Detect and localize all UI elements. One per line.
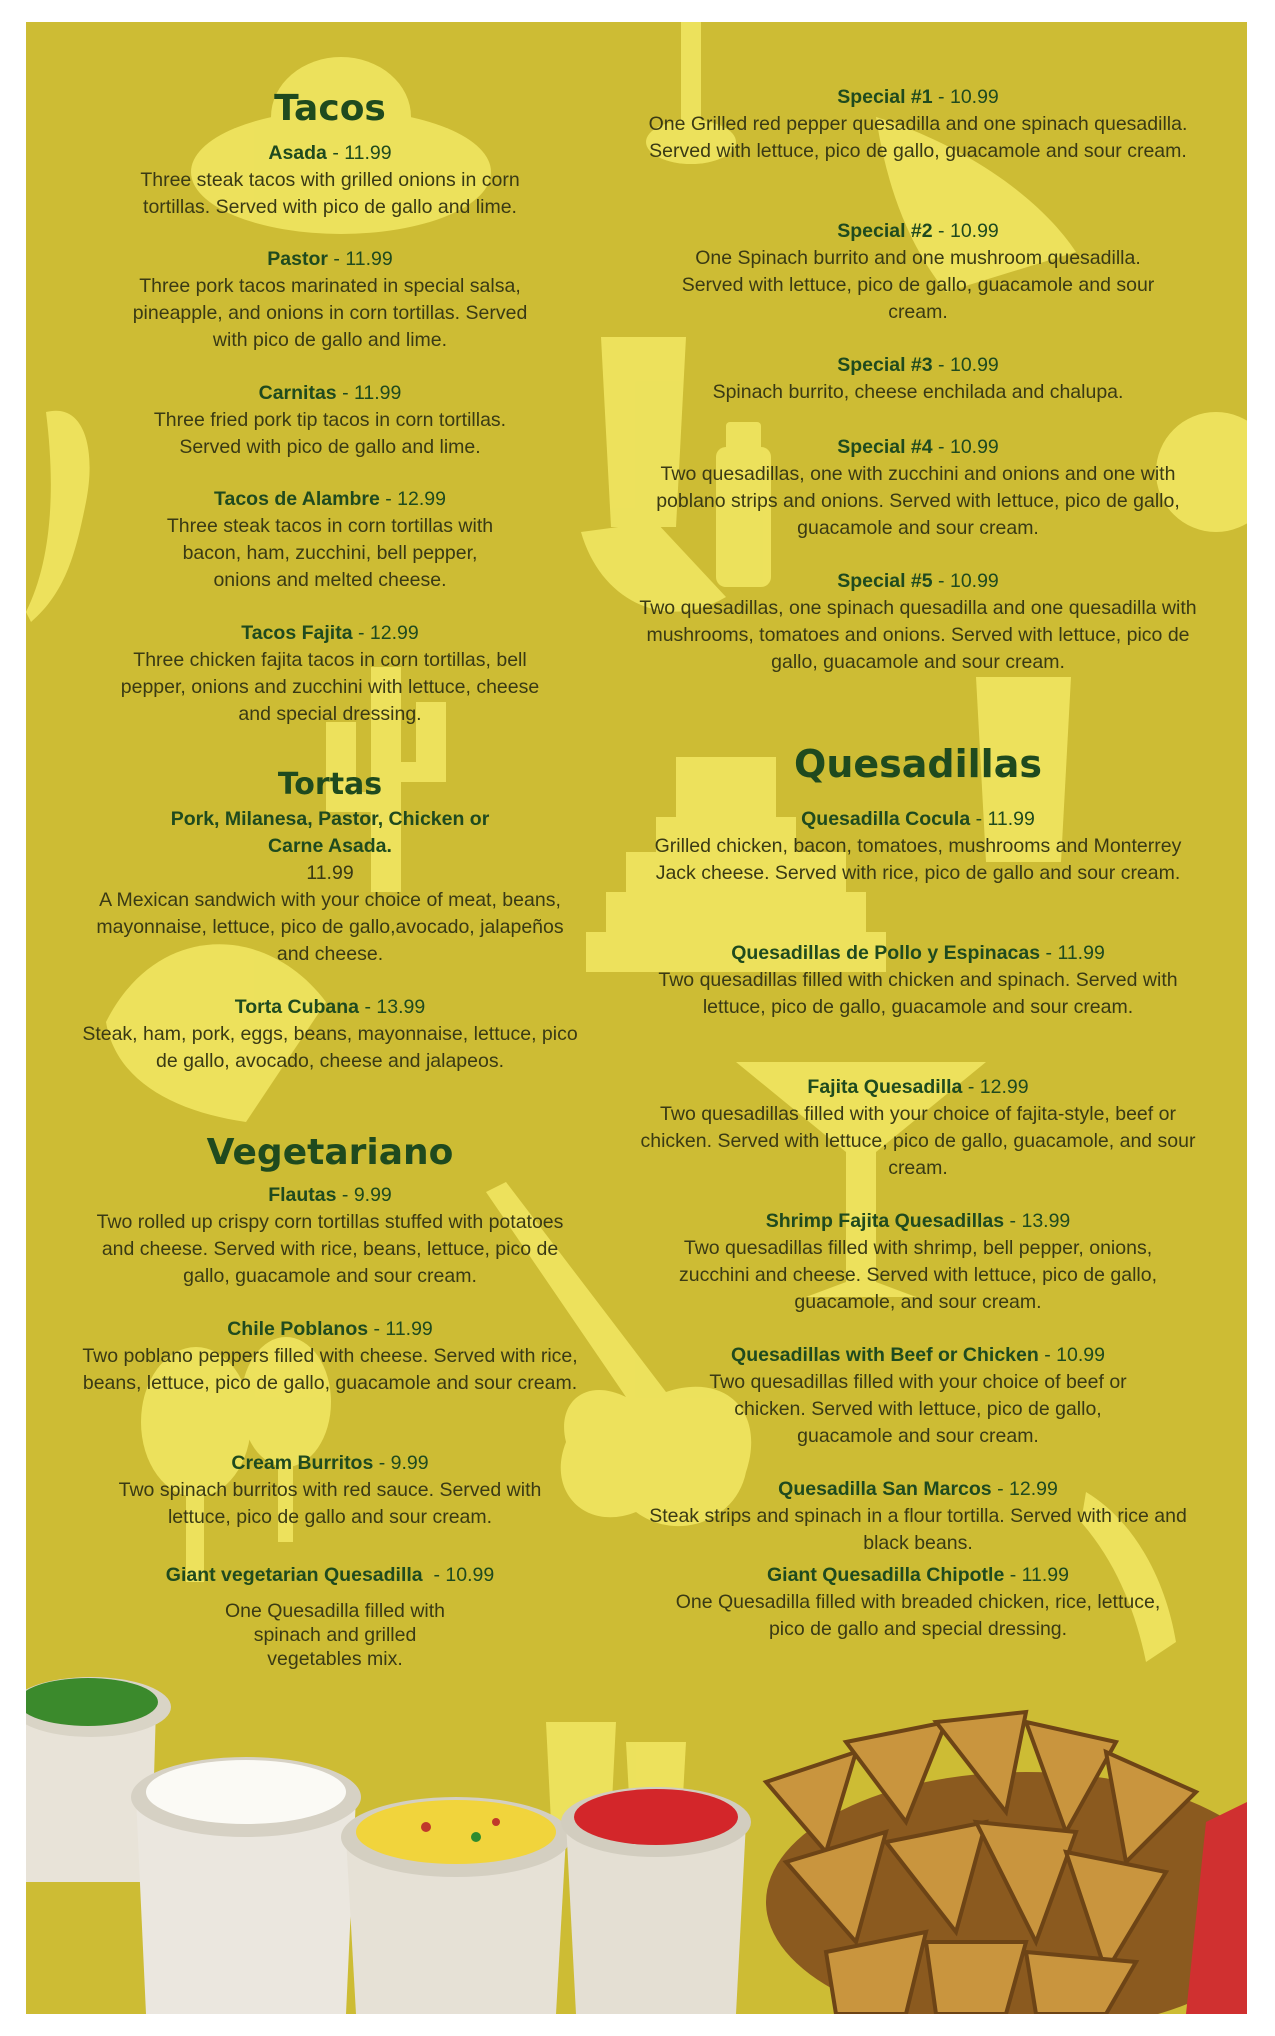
vegetariano-heading: Vegetariano [206,1132,454,1173]
menu-page [26,22,1247,2014]
salsa-bowl-icon [561,1787,751,2014]
tortas-block [80,806,580,968]
salsa-bowls-illustration [26,1677,751,2014]
menu-item-tacos-de-alambre: Tacos de Alambre - 12.99 Three steak tacos in corn tortillas with bacon, ham, zucchini, bell pepper, onions and melted cheese. [166,488,494,591]
menu-item-carnitas: Carnitas - 11.99 Three fried pork tip tacos in corn tortillas. Served with pico de gallo and lime. [153,382,507,458]
menu-item-quesadilla-cocula: Quesadilla Cocula - 11.99 Grilled chicken, bacon, tomatoes, mushrooms and Monterrey Jack cheese. Served with rice, pico de gallo and sour cream. [654,808,1182,884]
menu-item-special-5: Special #5 - 10.99 Two quesadillas, one spinach quesadilla and one quesadilla with mushrooms, tomatoes and onions. Served with lettuce, pico de gallo, guacamole and sour cream. [639,570,1197,673]
tortas-subtitle: Pork, Milanesa, Pastor, Chicken or Carne Asada. [170,808,490,857]
menu-item-flautas: Flautas - 9.99 Two rolled up crispy corn tortillas stuffed with potatoes and cheese. Served with rice, beans, lettuce, pico de gallo, guacamole and sour cream. [96,1184,564,1287]
item-price: 11.99 [344,142,392,164]
tacos-heading: Tacos [274,88,386,129]
menu-item-special-3: Special #3 - 10.99 Spinach burrito, cheese enchilada and chalupa. [712,354,1124,403]
menu-item-chile-poblanos: Chile Poblanos - 11.99 Two poblano peppers filled with cheese. Served with rice, beans, lettuce, pico de gallo, guacamole and sour cream. [82,1318,578,1394]
menu-item-special-4: Special #4 - 10.99 Two quesadillas, one with zucchini and onions and one with poblano strips and onions. Served with lettuce, pico de gallo, guacamole and sour cream. [656,436,1180,539]
queso-bowl-icon [341,1797,571,2014]
tortilla-chips-illustration [766,1712,1247,2014]
menu-item-fajita-quesadilla: Fajita Quesadilla - 12.99 Two quesadillas filled with your choice of fajita-style, beef or chicken. Served with lettuce, pico de gallo, guacamole, and sour cream. [640,1076,1196,1179]
item-description: Three steak tacos with grilled onions in corn tortillas. Served with pico de gallo and lime. [140,169,520,218]
sour-cream-bowl-icon [131,1757,361,2014]
menu-item-special-2: Special #2 - 10.99 One Spinach burrito and one mushroom quesadilla. Served with lettuce, pico de gallo, guacamole and sour cream. [681,220,1155,323]
menu-item-special-1: Special #1 - 10.99 One Grilled red pepper quesadilla and one spinach quesadilla. Served with lettuce, pico de gallo, guacamole and sour cream. [648,86,1188,162]
menu-item-shrimp-fajita-quesadillas: Shrimp Fajita Quesadillas - 13.99 Two quesadillas filled with shrimp, bell pepper, onions, zucchini and cheese. Served with lettuce, pico de gallo, guacamole, and sour cream. [678,1210,1158,1313]
menu-item-giant-vegetarian-quesadilla: Giant vegetarian Quesadilla - 10.99 One Quesadilla filled with spinach and grilled vegetables mix. [165,1564,495,1670]
item-name: Asada [268,142,327,164]
tortas-heading: Tortas [277,767,383,802]
menu-item-giant-quesadilla-chipotle: Giant Quesadilla Chipotle - 11.99 One Quesadilla filled with breaded chicken, rice, lettuce, pico de gallo and special dressing. [675,1564,1161,1640]
menu-item-quesadilla-san-marcos: Quesadilla San Marcos - 12.99 Steak strips and spinach in a flour tortilla. Served with rice and black beans. [649,1478,1187,1554]
menu-item-asada: Asada - 11.99 Three steak tacos with grilled onions in corn tortillas. Served with pico de gallo and lime. [80,140,580,221]
tortas-description: A Mexican sandwich with your choice of meat, beans, mayonnaise, lettuce, pico de gallo,avocado, jalapeños and cheese. [96,889,564,965]
menu-item-quesadillas-de-pollo-y-espinacas: Quesadillas de Pollo y Espinacas - 11.99 Two quesadillas filled with chicken and spinach. Served with lettuce, pico de gallo, guacamole and sour cream. [658,942,1178,1018]
quesadillas-heading: Quesadillas [794,742,1042,786]
menu-item-torta-cubana: Torta Cubana - 13.99 Steak, ham, pork, eggs, beans, mayonnaise, lettuce, pico de gallo, avocado, cheese and jalapeos. [82,996,578,1072]
menu-item-cream-burritos: Cream Burritos - 9.99 Two spinach burritos with red sauce. Served with lettuce, pico de gallo and sour cream. [118,1452,542,1528]
menu-item-pastor: Pastor - 11.99 Three pork tacos marinated in special salsa, pineapple, and onions in corn tortillas. Served with pico de gallo and lime. [132,248,528,351]
tortas-price: 11.99 [306,862,354,884]
menu-item-tacos-fajita: Tacos Fajita - 12.99 Three chicken fajita tacos in corn tortillas, bell pepper, onions and zucchini with lettuce, cheese and special dressing. [120,622,540,725]
menu-item-quesadillas-with-beef-or-chicken: Quesadillas with Beef or Chicken - 10.99 Two quesadillas filled with your choice of beef or chicken. Served with lettuce, pico de gallo, guacamole and sour cream. [709,1344,1127,1447]
